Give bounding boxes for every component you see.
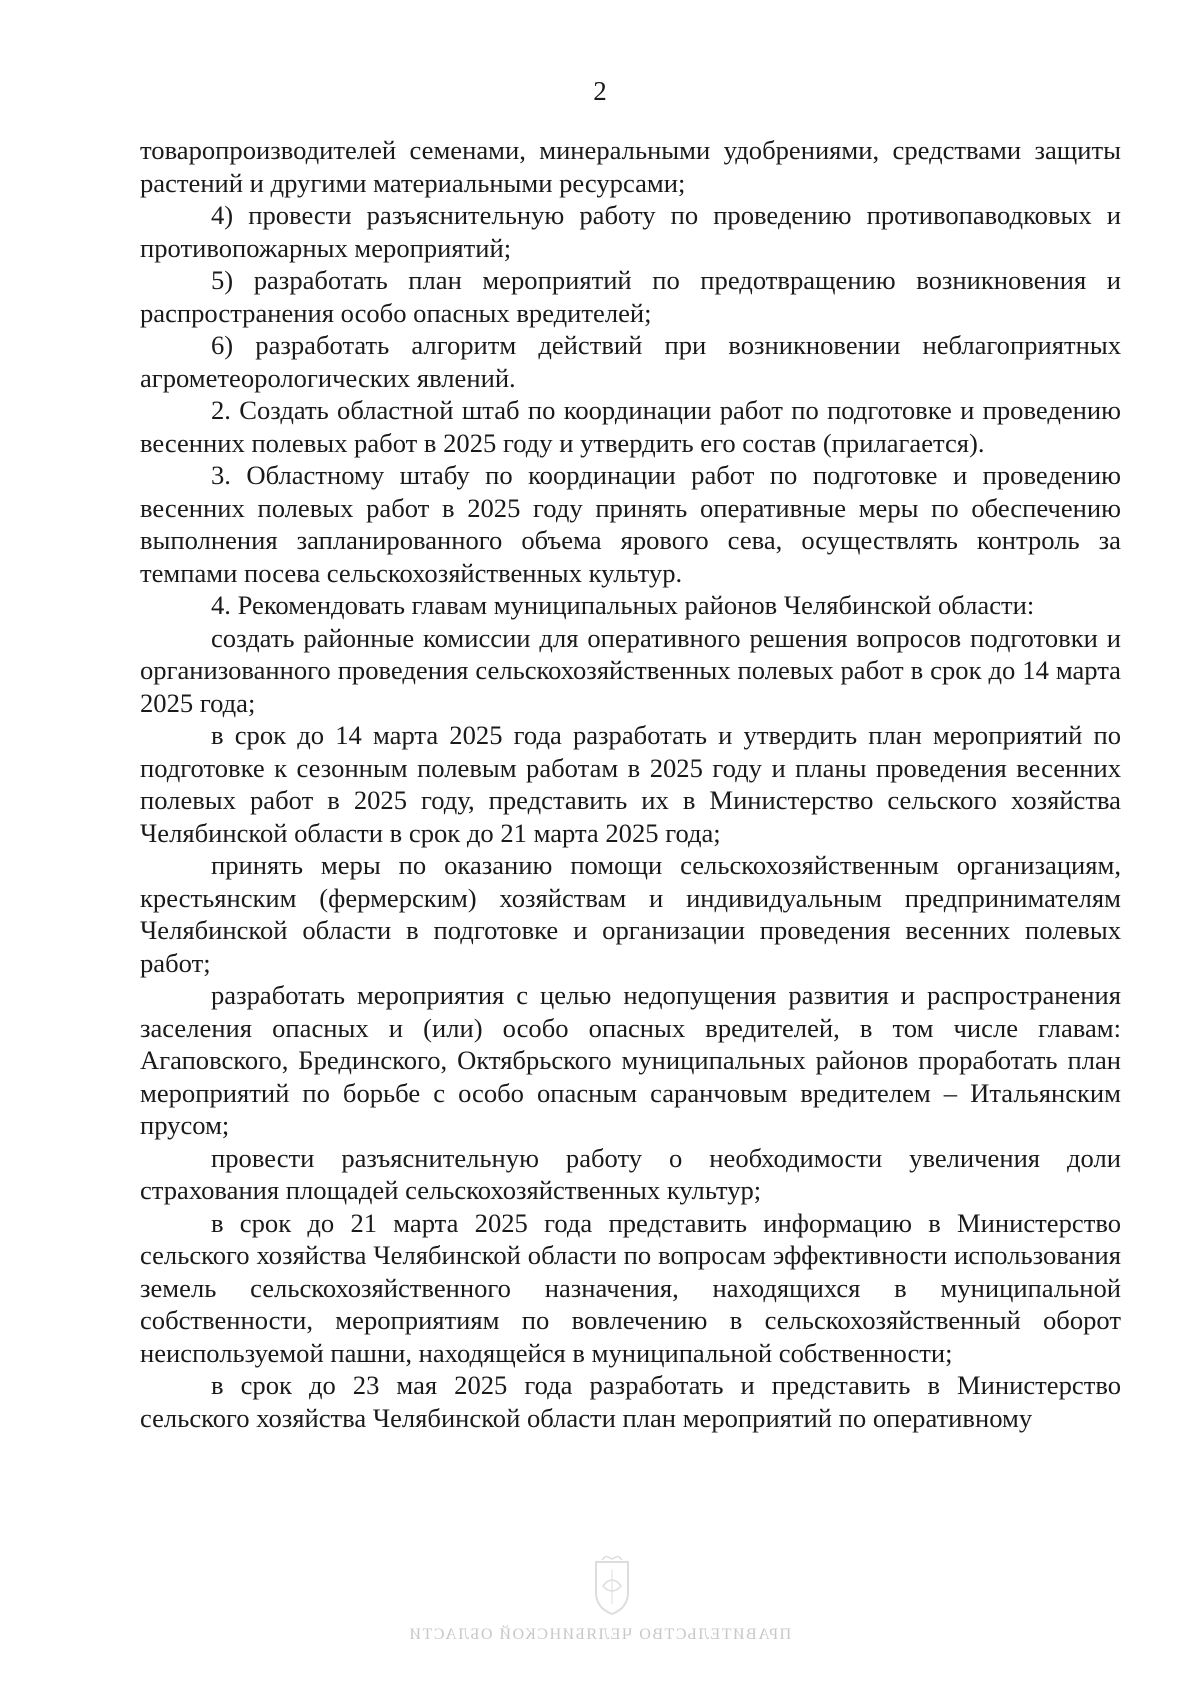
paragraph-recommendation: в срок до 14 марта 2025 года разработать и утвердить план мероприятий по подготовке к сезонным полевым работам в 2025 году и планы проведения весенних полевых работ в 2025 году, представить их в Министерство сельского хозяйства Челябинской области в срок до 21 марта 2025 года; xyxy=(140,720,1121,848)
page-number: 2 xyxy=(593,76,607,106)
paragraph-item-6: 6) разработать алгоритм действий при возникновении неблагоприятных агрометеорологических явлений. xyxy=(140,330,1121,393)
paragraph-item-4: 4) провести разъяснительную работу по проведению противопаводковых и противопожарных мероприятий; xyxy=(140,200,1121,263)
document-body xyxy=(140,134,1121,1434)
paragraph-continuation: товаропроизводителей семенами, минеральными удобрениями, средствами защиты растений и другими материальными ресурсами; xyxy=(140,135,1121,198)
paragraph-clause-3: 3. Областному штабу по координации работ по подготовке и проведению весенних полевых работ в 2025 году принять оперативные меры по обеспечению выполнения запланированного объема ярового сева, осуществлять контроль за темпами посева сельскохозяйственных культур. xyxy=(140,460,1121,588)
paragraph-recommendation: в срок до 21 марта 2025 года представить информацию в Министерство сельского хозяйства Челябинской области по вопросам эффективности использования земель сельскохозяйственного назначения, находящихся в муниципальной собственности, мероприятиям по вовлечению в сельскохозяйственный оборот неиспользуемой пашни, находящейся в муниципальной собственности; xyxy=(140,1207,1121,1368)
watermark-text: ПРАВИТЕЛЬСТВО ЧЕЛЯБИНСКОЙ ОБЛАСТИ xyxy=(408,1626,792,1643)
paragraph-recommendation: принять меры по оказанию помощи сельскохозяйственным организациям, крестьянским (фермерским) хозяйствам и индивидуальным предпринимателям Челябинской области в подготовке и организации проведения весенних полевых работ; xyxy=(140,850,1121,978)
paragraph-recommendation: разработать мероприятия с целью недопущения развития и распространения заселения опасных и (или) особо опасных вредителей, в том числе главам: Агаповского, Брединского, Октябрьского муниципальных районов проработать план мероприятий по борьбе с особо опасным саранчовым вредителем – Итальянским прусом; xyxy=(140,980,1121,1140)
coat-of-arms-icon xyxy=(588,1556,636,1618)
paragraph-recommendation: создать районные комиссии для оперативного решения вопросов подготовки и организованного проведения сельскохозяйственных полевых работ в срок до 14 марта 2025 года; xyxy=(140,622,1121,718)
paragraph-item-5: 5) разработать план мероприятий по предотвращению возникновения и распространения особо опасных вредителей; xyxy=(140,265,1121,328)
paragraph-recommendation: провести разъяснительную работу о необходимости увеличения доли страхования площадей сельскохозяйственных культур; xyxy=(140,1142,1121,1205)
paragraph-recommendation: в срок до 23 мая 2025 года разработать и представить в Министерство сельского хозяйства Челябинской области план мероприятий по оперативному xyxy=(140,1370,1121,1433)
watermark xyxy=(0,1626,1200,1644)
paragraph-clause-4: 4. Рекомендовать главам муниципальных районов Челябинской области: xyxy=(211,590,1035,620)
paragraph-clause-2: 2. Создать областной штаб по координации работ по подготовке и проведению весенних полевых работ в 2025 году и утвердить его состав (прилагается). xyxy=(140,395,1121,458)
